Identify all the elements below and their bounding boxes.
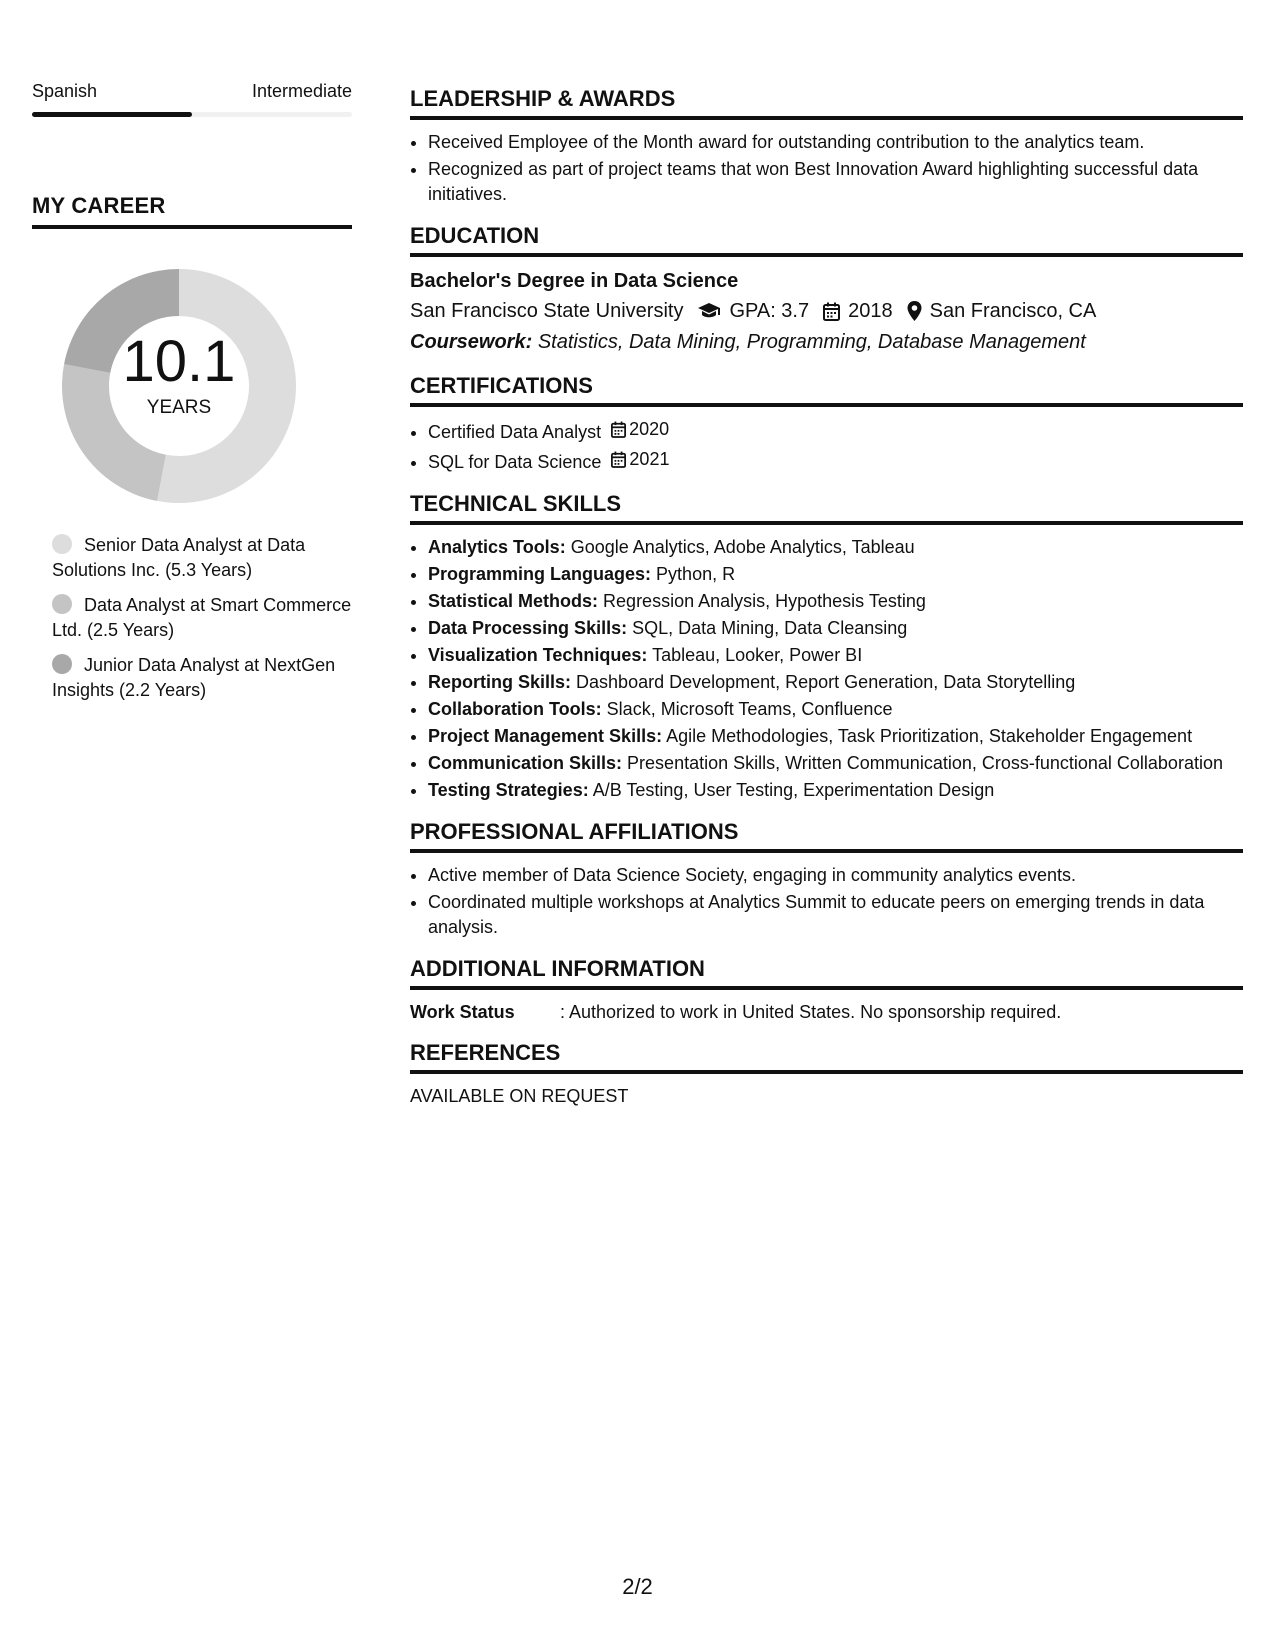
- skill-value: Tableau, Looker, Power BI: [652, 645, 863, 665]
- section-title: EDUCATION: [410, 221, 1243, 257]
- calendar-icon: [823, 302, 840, 321]
- graduation-cap-icon: [697, 302, 721, 320]
- skill-value: Agile Methodologies, Task Prioritization, Stakeholder Engagement: [666, 726, 1193, 746]
- references-section: [410, 1038, 1243, 1108]
- skill-value: A/B Testing, User Testing, Experimentation Design: [592, 780, 995, 800]
- skill-item: [428, 643, 1243, 668]
- skill-label: Testing Strategies:: [428, 780, 589, 800]
- certification-item: [428, 447, 1243, 475]
- work-status-row: [410, 1000, 1243, 1024]
- work-status-value: : Authorized to work in United States. No sponsorship required.: [560, 1002, 1062, 1022]
- skill-item: [428, 562, 1243, 587]
- references-text: AVAILABLE ON REQUEST: [410, 1086, 629, 1106]
- school-row: [410, 295, 1243, 327]
- legend-dot: [52, 654, 72, 674]
- skill-item: [428, 535, 1243, 560]
- skill-label: Analytics Tools:: [428, 537, 566, 557]
- skill-item: [428, 778, 1243, 803]
- career-donut: [56, 263, 302, 509]
- section-title: PROFESSIONAL AFFILIATIONS: [410, 817, 1243, 853]
- section-title: CERTIFICATIONS: [410, 371, 1243, 407]
- skill-value: Google Analytics, Adobe Analytics, Tableau: [570, 537, 915, 557]
- skill-value: Presentation Skills, Written Communication, Cross-functional Collaboration: [627, 753, 1223, 773]
- career-legend: [52, 533, 352, 703]
- career-total-unit: YEARS: [146, 397, 212, 418]
- legend-label: Junior Data Analyst at NextGen Insights (2.2 Years): [52, 655, 336, 700]
- skill-value: Python, R: [656, 564, 736, 584]
- certification-year: 2021: [629, 449, 670, 469]
- skill-item: [428, 616, 1243, 641]
- degree-title: Bachelor's Degree in Data Science: [410, 270, 739, 292]
- skill-label: Statistical Methods:: [428, 591, 599, 611]
- skill-item: [428, 724, 1243, 749]
- skill-label: Visualization Techniques:: [428, 645, 648, 665]
- certifications-section: [410, 371, 1243, 475]
- skill-label: Data Processing Skills:: [428, 618, 628, 638]
- main-content: [410, 84, 1243, 1122]
- skill-item: [428, 697, 1243, 722]
- certification-item: [428, 417, 1243, 445]
- certification-name: SQL for Data Science: [428, 452, 602, 472]
- school-location: San Francisco, CA: [929, 300, 1097, 322]
- skill-label: Reporting Skills:: [428, 672, 572, 692]
- skill-value: Slack, Microsoft Teams, Confluence: [606, 699, 893, 719]
- legend-dot: [52, 534, 72, 554]
- career-total-years: 10.1: [122, 329, 236, 394]
- coursework-label: Coursework:: [410, 331, 533, 353]
- education-section: [410, 221, 1243, 357]
- school-name: San Francisco State University: [410, 300, 684, 322]
- list-item: • Coordinated multiple workshops at Analytics Summit to educate peers on emerging trends in data analysis.: [428, 890, 1243, 940]
- skill-value: SQL, Data Mining, Data Cleansing: [632, 618, 908, 638]
- skill-item: [428, 589, 1243, 614]
- section-title: TECHNICAL SKILLS: [410, 489, 1243, 525]
- list-item: • Recognized as part of project teams that won Best Innovation Award highlighting successful data initiatives.: [428, 157, 1243, 207]
- gpa: GPA: 3.7: [729, 300, 810, 322]
- certification-year: 2020: [629, 419, 670, 439]
- legend-item: [52, 653, 352, 703]
- calendar-icon: [611, 451, 626, 468]
- language-level: Intermediate: [251, 81, 352, 101]
- calendar-icon: [611, 421, 626, 438]
- skill-label: Collaboration Tools:: [428, 699, 602, 719]
- skill-value: Dashboard Development, Report Generation, Data Storytelling: [576, 672, 1076, 692]
- page-number: 2/2: [622, 1574, 653, 1599]
- graduation-year: 2018: [848, 300, 893, 322]
- additional-info-section: [410, 954, 1243, 1024]
- legend-item: [52, 593, 352, 643]
- skill-value: Regression Analysis, Hypothesis Testing: [603, 591, 926, 611]
- certification-name: Certified Data Analyst: [428, 422, 602, 442]
- sidebar: [32, 80, 352, 713]
- list-item: • Received Employee of the Month award for outstanding contribution to the analytics team.: [428, 130, 1243, 155]
- technical-skills-section: [410, 489, 1243, 803]
- list-item: • Active member of Data Science Society, engaging in community analytics events.: [428, 863, 1243, 888]
- legend-label: Data Analyst at Smart Commerce Ltd. (2.5 Years): [52, 595, 352, 640]
- language-proficiency-fill: [32, 112, 192, 117]
- legend-label: Senior Data Analyst at Data Solutions Inc. (5.3 Years): [52, 535, 306, 580]
- section-title: LEADERSHIP & AWARDS: [410, 84, 1243, 120]
- career-title: MY CAREER: [32, 193, 352, 229]
- language-item: [32, 80, 352, 117]
- skill-label: Communication Skills:: [428, 753, 623, 773]
- skill-item: [428, 751, 1243, 776]
- section-title: REFERENCES: [410, 1038, 1243, 1074]
- leadership-section: [410, 84, 1243, 207]
- section-title: ADDITIONAL INFORMATION: [410, 954, 1243, 990]
- legend-dot: [52, 594, 72, 614]
- coursework: [410, 327, 1243, 357]
- work-status-label: Work Status: [410, 1002, 515, 1022]
- skill-item: [428, 670, 1243, 695]
- coursework-value: Statistics, Data Mining, Programming, Database Management: [537, 331, 1086, 353]
- location-pin-icon: [907, 301, 922, 321]
- affiliations-section: [410, 817, 1243, 940]
- skill-label: Project Management Skills:: [428, 726, 663, 746]
- language-proficiency-bar: [32, 112, 352, 117]
- legend-item: [52, 533, 352, 583]
- skill-label: Programming Languages:: [428, 564, 652, 584]
- language-name: Spanish: [32, 81, 98, 101]
